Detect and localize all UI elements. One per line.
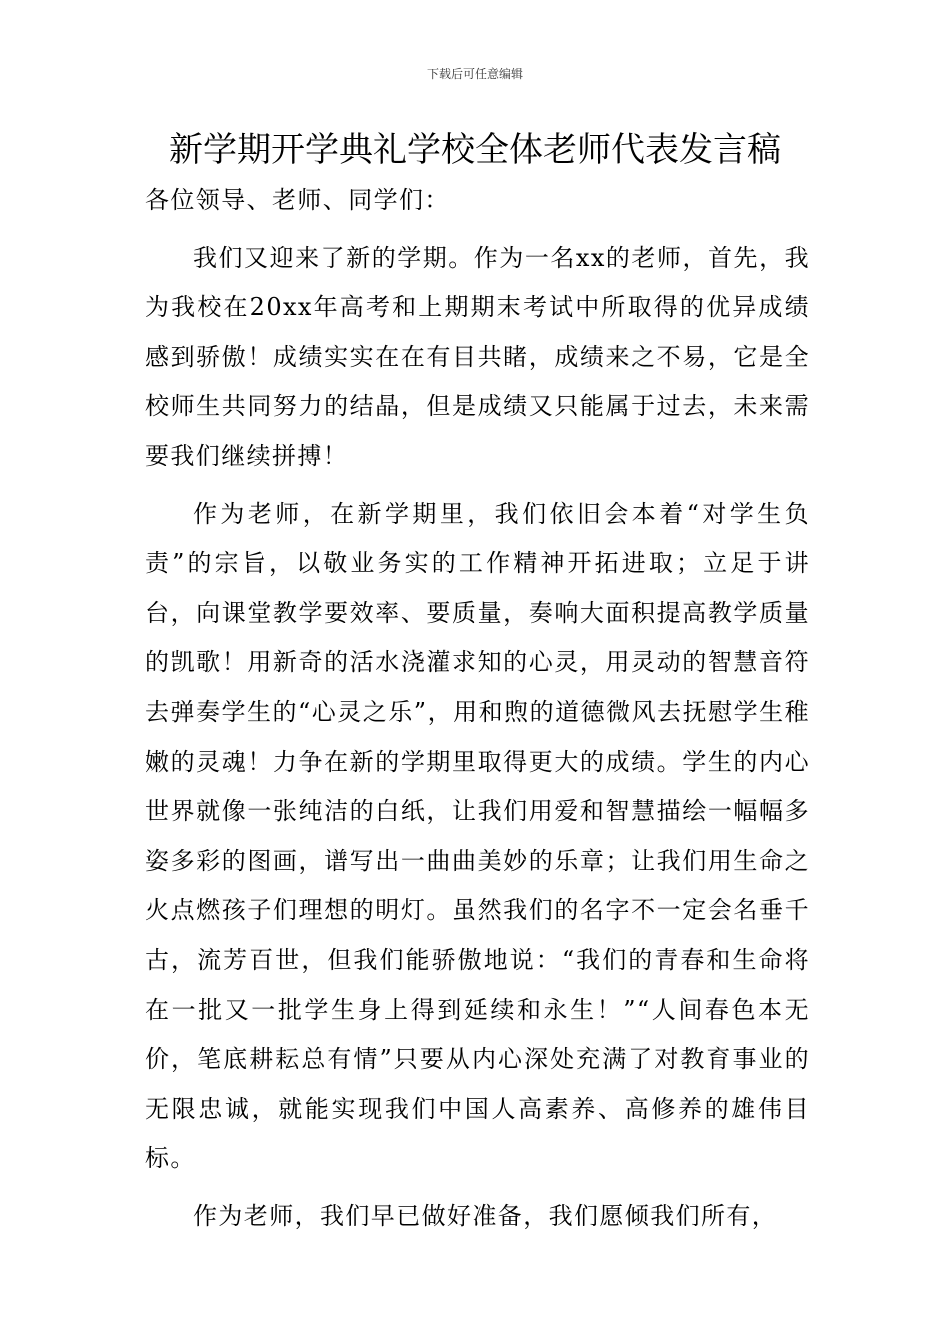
body-paragraph-1: 我们又迎来了新的学期。作为一名xx的老师，首先，我为我校在20xx年高考和上期期末考试中所取得的优异成绩感到骄傲！成绩实实在在有目共睹，成绩来之不易，它是全校师生共同努力的结晶，但是成绩又只能属于过去，未来需要我们继续拼搏！ <box>145 243 810 470</box>
header-note: 下载后可任意编辑 <box>426 67 523 81</box>
document-body <box>145 176 810 1241</box>
body-paragraph-2: 作为老师，在新学期里，我们依旧会本着“对学生负责”的宗旨，以敬业务实的工作精神开拓进取；立足于讲台，向课堂教学要效率、要质量，奏响大面积提高教学质量的凯歌！用新奇的活水浇灌求知的心灵，用灵动的智慧音符去弹奏学生的“心灵之乐”，用和煦的道德微风去抚慰学生稚嫩的灵魂！力争在新的学期里取得更大的成绩。学生的内心世界就像一张纯洁的白纸，让我们用爱和智慧描绘一幅幅多姿多彩的图画，谱写出一曲曲美妙的乐章；让我们用生命之火点燃孩子们理想的明灯。虽然我们的名字不一定会名垂千古，流芳百世，但我们能骄傲地说：“我们的青春和生命将在一批又一批学生身上得到延续和永生！”“人间春色本无价，笔底耕耘总有情”只要从内心深处充满了对教育事业的无限忠诚，就能实现我们中国人高素养、高修养的雄伟目标。 <box>145 499 810 1173</box>
body-paragraph-3: 作为老师，我们早已做好准备，我们愿倾我们所有， <box>193 1201 778 1230</box>
salutation-paragraph: 各位领导、老师、同学们： <box>145 186 450 214</box>
document-title: 新学期开学典礼学校全体老师代表发言稿 <box>169 130 781 170</box>
